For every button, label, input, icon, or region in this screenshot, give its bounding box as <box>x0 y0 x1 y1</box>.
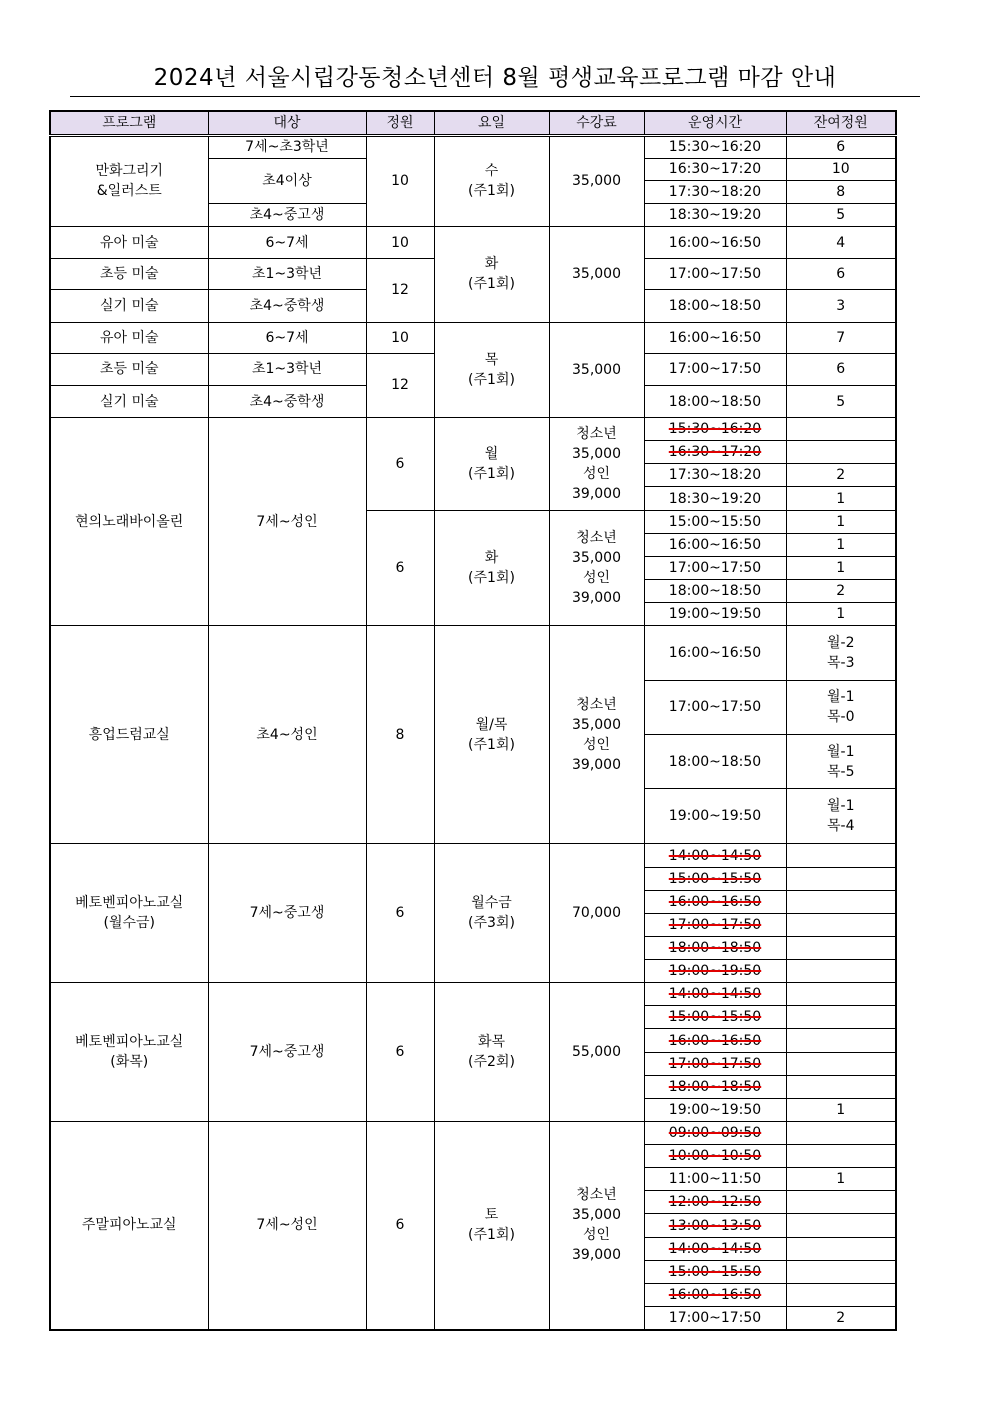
time-cell-closed: 16:30~17:20 <box>644 441 786 464</box>
table-row <box>50 983 896 1006</box>
day-cell: 토 (주1회) <box>434 1121 549 1330</box>
target-cell: 7세~중고생 <box>208 844 366 983</box>
remaining-cell <box>786 960 896 983</box>
time-cell: 19:00~19:50 <box>644 1098 786 1121</box>
target-cell: 7세~중고생 <box>208 983 366 1122</box>
day-cell: 화 (주1회) <box>434 227 549 323</box>
capacity-cell: 6 <box>366 418 434 511</box>
program-cell: 실기 미술 <box>50 385 208 417</box>
time-cell-closed: 16:00~16:50 <box>644 1283 786 1306</box>
time-cell: 17:00~17:50 <box>644 680 786 734</box>
remaining-cell <box>786 1052 896 1075</box>
table-row <box>50 135 896 158</box>
time-cell-closed: 14:00~14:50 <box>644 983 786 1006</box>
remaining-cell <box>786 983 896 1006</box>
target-cell: 초4~중고생 <box>208 203 366 226</box>
capacity-cell: 12 <box>366 259 434 322</box>
page-title: 2024년 서울시립강동청소년센터 8월 평생교육프로그램 마감 안내 <box>70 60 920 97</box>
time-cell: 18:00~18:50 <box>644 290 786 322</box>
program-cell: 유아 미술 <box>50 227 208 259</box>
program-cell: 초등 미술 <box>50 259 208 290</box>
capacity-cell: 12 <box>366 353 434 417</box>
remaining-cell: 월-1 목-5 <box>786 734 896 788</box>
remaining-cell: 10 <box>786 158 896 180</box>
time-cell-closed: 18:00~18:50 <box>644 936 786 959</box>
time-cell-closed: 14:00~14:50 <box>644 1237 786 1260</box>
remaining-cell: 월-2 목-3 <box>786 626 896 680</box>
remaining-cell: 2 <box>786 579 896 602</box>
time-cell: 17:00~17:50 <box>644 1306 786 1330</box>
capacity-cell: 10 <box>366 227 434 259</box>
target-cell: 초4~성인 <box>208 626 366 844</box>
header-capacity: 정원 <box>366 111 434 135</box>
time-cell: 17:00~17:50 <box>644 259 786 290</box>
fee-cell: 35,000 <box>549 135 644 227</box>
remaining-cell: 6 <box>786 353 896 385</box>
time-cell: 16:00~16:50 <box>644 626 786 680</box>
time-cell: 18:00~18:50 <box>644 579 786 602</box>
time-cell-closed: 17:00~17:50 <box>644 913 786 936</box>
time-cell-closed: 19:00~19:50 <box>644 960 786 983</box>
time-cell-closed: 13:00~13:50 <box>644 1214 786 1237</box>
program-cell: 주말피아노교실 <box>50 1121 208 1330</box>
time-cell-closed: 16:00~16:50 <box>644 890 786 913</box>
day-cell: 화 (주1회) <box>434 510 549 626</box>
fee-cell: 35,000 <box>549 322 644 418</box>
remaining-cell <box>786 1029 896 1052</box>
capacity-cell: 8 <box>366 626 434 844</box>
time-cell-closed: 15:00~15:50 <box>644 867 786 890</box>
day-cell: 수 (주1회) <box>434 135 549 227</box>
remaining-cell <box>786 441 896 464</box>
fee-cell: 청소년 35,000 성인 39,000 <box>549 418 644 511</box>
schedule-table <box>49 110 897 1331</box>
fee-cell: 35,000 <box>549 227 644 323</box>
header-row <box>50 111 896 135</box>
remaining-cell <box>786 418 896 441</box>
header-time: 운영시간 <box>644 111 786 135</box>
remaining-cell <box>786 867 896 890</box>
time-cell: 19:00~19:50 <box>644 789 786 844</box>
remaining-cell <box>786 1145 896 1168</box>
day-cell: 월수금 (주3회) <box>434 844 549 983</box>
target-cell: 7세~성인 <box>208 418 366 626</box>
remaining-cell <box>786 1191 896 1214</box>
remaining-cell: 1 <box>786 603 896 626</box>
remaining-cell <box>786 1237 896 1260</box>
time-cell: 16:00~16:50 <box>644 227 786 259</box>
remaining-cell: 5 <box>786 203 896 226</box>
target-cell: 7세~성인 <box>208 1121 366 1330</box>
table-row <box>50 844 896 867</box>
time-cell-closed: 17:00~17:50 <box>644 1052 786 1075</box>
header-target: 대상 <box>208 111 366 135</box>
remaining-cell <box>786 1075 896 1098</box>
capacity-cell: 6 <box>366 1121 434 1330</box>
remaining-cell: 1 <box>786 556 896 579</box>
remaining-cell: 6 <box>786 259 896 290</box>
remaining-cell: 1 <box>786 510 896 533</box>
target-cell: 6~7세 <box>208 322 366 353</box>
time-cell: 17:00~17:50 <box>644 353 786 385</box>
remaining-cell <box>786 1283 896 1306</box>
time-cell: 18:30~19:20 <box>644 203 786 226</box>
target-cell: 초4이상 <box>208 158 366 203</box>
time-cell: 16:00~16:50 <box>644 533 786 556</box>
remaining-cell <box>786 844 896 867</box>
table-row <box>50 322 896 353</box>
table-row <box>50 626 896 680</box>
time-cell: 15:30~16:20 <box>644 135 786 158</box>
time-cell: 16:30~17:20 <box>644 158 786 180</box>
time-cell: 19:00~19:50 <box>644 603 786 626</box>
time-cell: 17:00~17:50 <box>644 556 786 579</box>
header-remaining: 잔여정원 <box>786 111 896 135</box>
target-cell: 초4~중학생 <box>208 290 366 322</box>
day-cell: 목 (주1회) <box>434 322 549 418</box>
time-cell: 15:00~15:50 <box>644 510 786 533</box>
fee-cell: 55,000 <box>549 983 644 1122</box>
header-fee: 수강료 <box>549 111 644 135</box>
remaining-cell: 4 <box>786 227 896 259</box>
time-cell-closed: 18:00~18:50 <box>644 1075 786 1098</box>
program-cell: 흥업드럼교실 <box>50 626 208 844</box>
time-cell-closed: 15:00~15:50 <box>644 1260 786 1283</box>
time-cell-closed: 10:00~10:50 <box>644 1145 786 1168</box>
remaining-cell <box>786 1121 896 1144</box>
time-cell-closed: 15:30~16:20 <box>644 418 786 441</box>
remaining-cell: 1 <box>786 1098 896 1121</box>
time-cell-closed: 09:00~09:50 <box>644 1121 786 1144</box>
remaining-cell: 월-1 목-4 <box>786 789 896 844</box>
program-cell: 유아 미술 <box>50 322 208 353</box>
capacity-cell: 6 <box>366 983 434 1122</box>
fee-cell: 청소년 35,000 성인 39,000 <box>549 510 644 626</box>
capacity-cell: 10 <box>366 322 434 353</box>
time-cell: 17:30~18:20 <box>644 180 786 203</box>
program-cell: 만화그리기 &일러스트 <box>50 135 208 227</box>
remaining-cell: 2 <box>786 464 896 487</box>
target-cell: 6~7세 <box>208 227 366 259</box>
remaining-cell <box>786 936 896 959</box>
remaining-cell: 2 <box>786 1306 896 1330</box>
table-row <box>50 1121 896 1144</box>
remaining-cell <box>786 1260 896 1283</box>
header-day: 요일 <box>434 111 549 135</box>
time-cell: 18:00~18:50 <box>644 734 786 788</box>
program-cell: 베토벤피아노교실 (월수금) <box>50 844 208 983</box>
remaining-cell <box>786 890 896 913</box>
capacity-cell: 6 <box>366 510 434 626</box>
time-cell-closed: 14:00~14:50 <box>644 844 786 867</box>
remaining-cell: 1 <box>786 1168 896 1191</box>
remaining-cell: 7 <box>786 322 896 353</box>
capacity-cell: 10 <box>366 135 434 227</box>
time-cell: 11:00~11:50 <box>644 1168 786 1191</box>
time-cell-closed: 16:00~16:50 <box>644 1029 786 1052</box>
fee-cell: 70,000 <box>549 844 644 983</box>
time-cell-closed: 15:00~15:50 <box>644 1006 786 1029</box>
time-cell: 16:00~16:50 <box>644 322 786 353</box>
time-cell-closed: 12:00~12:50 <box>644 1191 786 1214</box>
remaining-cell: 6 <box>786 135 896 158</box>
remaining-cell: 1 <box>786 487 896 510</box>
remaining-cell: 월-1 목-0 <box>786 680 896 734</box>
remaining-cell: 8 <box>786 180 896 203</box>
time-cell: 18:30~19:20 <box>644 487 786 510</box>
remaining-cell <box>786 1214 896 1237</box>
time-cell: 18:00~18:50 <box>644 385 786 417</box>
table-row <box>50 418 896 441</box>
program-cell: 실기 미술 <box>50 290 208 322</box>
program-cell: 베토벤피아노교실 (화목) <box>50 983 208 1122</box>
header-program: 프로그램 <box>50 111 208 135</box>
remaining-cell: 3 <box>786 290 896 322</box>
target-cell: 초1~3학년 <box>208 259 366 290</box>
day-cell: 월 (주1회) <box>434 418 549 511</box>
fee-cell: 청소년 35,000 성인 39,000 <box>549 1121 644 1330</box>
day-cell: 월/목 (주1회) <box>434 626 549 844</box>
remaining-cell <box>786 913 896 936</box>
remaining-cell: 1 <box>786 533 896 556</box>
day-cell: 화목 (주2회) <box>434 983 549 1122</box>
target-cell: 초1~3학년 <box>208 353 366 385</box>
fee-cell: 청소년 35,000 성인 39,000 <box>549 626 644 844</box>
remaining-cell <box>786 1006 896 1029</box>
target-cell: 초4~중학생 <box>208 385 366 417</box>
table-row <box>50 227 896 259</box>
program-cell: 초등 미술 <box>50 353 208 385</box>
time-cell: 17:30~18:20 <box>644 464 786 487</box>
target-cell: 7세~초3학년 <box>208 135 366 158</box>
program-cell: 현의노래바이올린 <box>50 418 208 626</box>
remaining-cell: 5 <box>786 385 896 417</box>
capacity-cell: 6 <box>366 844 434 983</box>
